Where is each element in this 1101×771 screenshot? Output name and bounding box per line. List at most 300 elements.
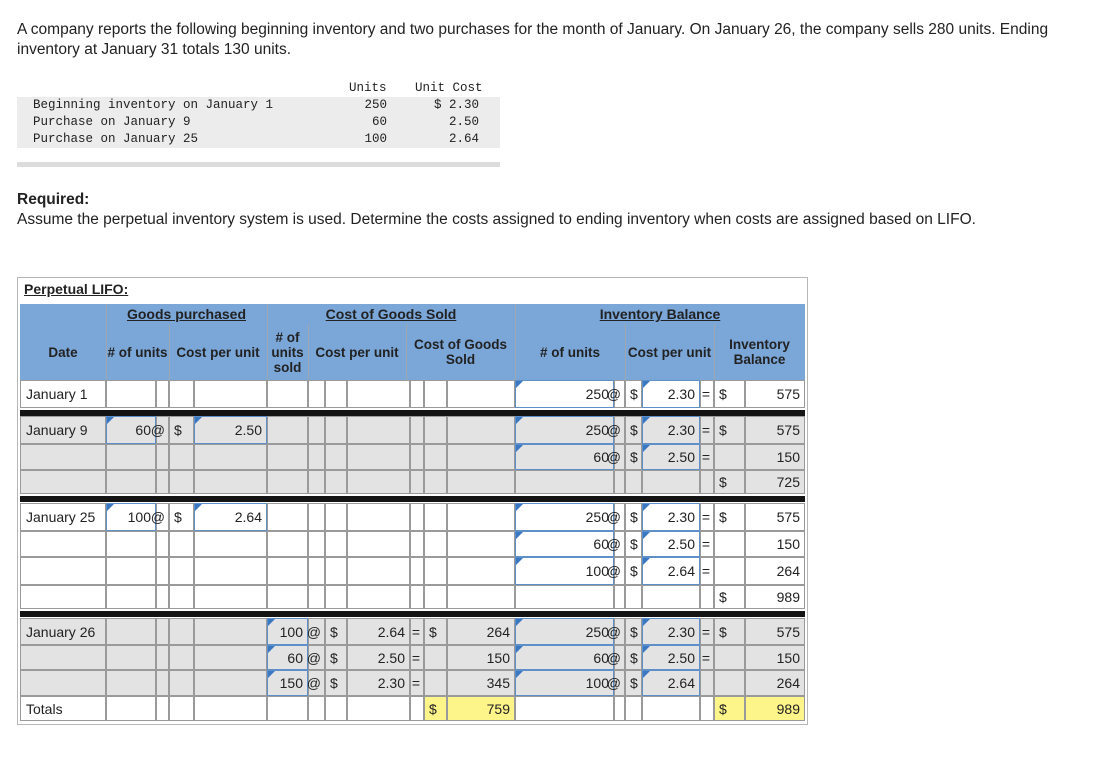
input-marker-icon (643, 504, 650, 511)
ib-units-input[interactable] (515, 670, 614, 696)
ib-total-input (745, 503, 805, 531)
gp-cost-input[interactable] (194, 503, 267, 531)
dollar-sign-value: $ (630, 649, 638, 666)
input-marker-icon (516, 381, 523, 388)
equals-sign (700, 618, 714, 645)
gp-units-input[interactable] (106, 503, 156, 531)
at-symbol-value: @ (606, 563, 621, 579)
table-cell (194, 444, 267, 470)
at-symbol (150, 416, 169, 444)
cs-cost-input (347, 645, 410, 670)
equals-sign (700, 503, 714, 531)
total-cogs-value: 759 (486, 700, 510, 717)
ib-cost-input[interactable] (642, 444, 700, 470)
ib-total-input-value: 575 (776, 422, 800, 438)
table-cell (424, 645, 447, 670)
input-marker-icon (268, 619, 275, 626)
table-cell (642, 470, 700, 494)
at-symbol (308, 618, 325, 645)
row-date (20, 557, 106, 585)
table-cell (625, 585, 642, 609)
table-cell (700, 670, 714, 696)
equals-sign-value: = (701, 649, 710, 666)
at-symbol-value: @ (306, 623, 321, 640)
table-cell (515, 696, 614, 721)
table-cell (447, 557, 515, 585)
ib-total-input (745, 670, 805, 696)
table-cell (156, 531, 169, 557)
equals-sign-value: = (701, 422, 710, 438)
table-cell (308, 470, 325, 494)
table-cell (267, 444, 308, 470)
cs-total-input (447, 618, 515, 645)
dollar-sign (625, 557, 642, 585)
cs-units-input[interactable] (267, 618, 308, 645)
equals-sign-value: = (411, 649, 420, 666)
at-symbol-value: @ (150, 509, 165, 525)
input-marker-icon (643, 532, 650, 539)
table-cell (106, 670, 156, 696)
table-cell (614, 470, 625, 494)
table-cell (447, 470, 515, 494)
table-cell (169, 531, 194, 557)
cs-total-input (447, 670, 515, 696)
problem-intro: A company reports the following beginning inventory and two purchases for the month of January. On January 26, the company sells 280 units. Ending inventory at January 31 totals 130 units. (17, 21, 1049, 58)
table-cell (194, 585, 267, 609)
input-marker-icon (643, 417, 650, 424)
cs-total-input (447, 645, 515, 670)
table-cell (424, 503, 447, 531)
table-cell (347, 470, 410, 494)
ib-total-input-value: 575 (776, 386, 800, 402)
ib-cost-input-value: 2.50 (667, 536, 695, 552)
at-symbol (606, 444, 625, 470)
table-cell (424, 670, 447, 696)
table-cell (156, 645, 169, 670)
table-cell (447, 416, 515, 444)
dollar-sign-value: $ (630, 449, 638, 465)
gp-units-input[interactable] (106, 416, 156, 444)
table-cell (156, 696, 169, 721)
table-cell (347, 557, 410, 585)
input-marker-icon (516, 445, 523, 452)
table-cell (714, 531, 745, 557)
table-cell (410, 503, 424, 531)
ib-units-input[interactable] (515, 618, 614, 645)
group-goods-purchased: Goods purchased (126, 306, 247, 322)
at-symbol (606, 557, 625, 585)
ib-units-input[interactable] (515, 380, 614, 408)
ib-total-input (745, 380, 805, 408)
table-cell (447, 503, 515, 531)
row-date: January 1 (20, 380, 106, 408)
table-cell (156, 470, 169, 494)
table-cell (308, 557, 325, 585)
required-label: Required: (17, 191, 90, 208)
gp-cost-input-value: 2.50 (234, 422, 262, 438)
table-cell (424, 444, 447, 470)
dollar-sign (714, 503, 745, 531)
at-symbol-value: @ (150, 422, 165, 438)
dollar-sign (169, 416, 194, 444)
ib-units-input[interactable] (515, 444, 614, 470)
table-cell (325, 416, 347, 444)
dollar-sign-value: $ (330, 649, 338, 666)
dollar-sign-value: $ (719, 589, 727, 605)
dollar-sign-value: $ (630, 623, 638, 640)
table-cell (194, 645, 267, 670)
equals-sign-value: = (411, 675, 420, 691)
table-cell (410, 416, 424, 444)
cs-cost-input-value: 2.64 (377, 623, 405, 640)
table-cell (424, 470, 447, 494)
table-cell (106, 531, 156, 557)
row-date (20, 585, 106, 609)
table-cell (410, 444, 424, 470)
table-cell (308, 696, 325, 721)
table-cell (194, 470, 267, 494)
table-cell (194, 670, 267, 696)
gp-units-input-value: 100 (127, 509, 151, 525)
ib-total-input-value: 150 (776, 536, 800, 552)
equals-sign (700, 416, 714, 444)
ib-units-input-value: 100 (585, 675, 609, 691)
table-cell (194, 557, 267, 585)
dollar-sign-value: $ (330, 623, 338, 640)
at-symbol-value: @ (606, 623, 621, 640)
row-date (20, 531, 106, 557)
ib-units-input-value: 250 (585, 509, 609, 525)
table-cell (106, 470, 156, 494)
table-cell (515, 585, 614, 609)
table-cell (347, 416, 410, 444)
ib-cost-input[interactable] (642, 503, 700, 531)
table-cell (156, 444, 169, 470)
table-cell (410, 696, 424, 721)
ib-total-input-value: 150 (776, 449, 800, 465)
dollar-sign (714, 380, 745, 408)
equals-sign-value: = (701, 509, 710, 525)
at-symbol (150, 503, 169, 531)
ib-subtotal (745, 470, 805, 494)
at-symbol (606, 645, 625, 670)
at-symbol (308, 670, 325, 696)
ib-cost-input[interactable] (642, 531, 700, 557)
table-cell (156, 670, 169, 696)
ib-cost-input[interactable] (642, 380, 700, 408)
at-symbol (606, 531, 625, 557)
table-cell (194, 380, 267, 408)
input-marker-icon (516, 619, 523, 626)
ib-units-input-value: 60 (593, 449, 609, 465)
dollar-sign-value: $ (630, 563, 638, 579)
cs-cost-input-value: 2.30 (377, 675, 405, 691)
ib-units-input-value: 250 (585, 422, 609, 438)
table-cell (410, 531, 424, 557)
group-inventory-balance: Inventory Balance (599, 306, 721, 322)
header-ib-total: Inventory Balance (729, 337, 790, 367)
dollar-sign (625, 531, 642, 557)
table-cell (325, 531, 347, 557)
table-cell (625, 696, 642, 721)
table-cell (410, 557, 424, 585)
ib-cost-input-value: 2.64 (667, 675, 695, 691)
input-marker-icon (643, 619, 650, 626)
dollar-sign-value: $ (630, 386, 638, 402)
row-date: January 26 (20, 618, 106, 645)
given-row-cost: 2.50 (448, 115, 479, 129)
equals-sign (410, 618, 424, 645)
table-cell (267, 503, 308, 531)
table-cell (642, 585, 700, 609)
equals-sign-value: = (701, 563, 710, 579)
table-cell (156, 380, 169, 408)
ib-units-input[interactable] (515, 531, 614, 557)
dollar-sign (714, 416, 745, 444)
cs-units-input-value: 100 (279, 623, 303, 640)
row-date (20, 645, 106, 670)
ib-total-input-value: 264 (776, 675, 800, 691)
table-cell (424, 380, 447, 408)
cs-cost-input (347, 618, 410, 645)
ib-cost-input-value: 2.30 (667, 509, 695, 525)
table-cell (267, 585, 308, 609)
dollar-sign-value: $ (174, 509, 182, 525)
at-symbol (606, 618, 625, 645)
table-cell (169, 696, 194, 721)
input-marker-icon (195, 417, 202, 424)
dollar-sign (325, 670, 347, 696)
given-row (17, 115, 500, 132)
dollar-sign-value: $ (429, 700, 437, 717)
table-cell (700, 470, 714, 494)
ib-units-input[interactable] (515, 503, 614, 531)
equals-sign-value: = (701, 386, 710, 402)
table-cell (194, 618, 267, 645)
equals-sign-value: = (701, 623, 710, 640)
row-date: January 9 (20, 416, 106, 444)
dollar-sign (625, 645, 642, 670)
table-cell (714, 557, 745, 585)
given-header-unit-cost: Unit Cost (415, 81, 483, 95)
table-cell (325, 444, 347, 470)
table-cell (700, 585, 714, 609)
ib-units-input[interactable] (515, 557, 614, 585)
ib-cost-input[interactable] (642, 557, 700, 585)
dollar-sign-value: $ (630, 422, 638, 438)
table-cell (642, 696, 700, 721)
table-cell (267, 531, 308, 557)
table-cell (347, 380, 410, 408)
dollar-sign (625, 444, 642, 470)
table-cell (424, 416, 447, 444)
dollar-sign (424, 696, 447, 721)
ib-subtotal-value: 725 (776, 474, 800, 490)
ib-total-input (745, 557, 805, 585)
table-cell (410, 380, 424, 408)
table-cell (447, 444, 515, 470)
table-cell (308, 503, 325, 531)
given-row-units: 60 (371, 115, 387, 129)
given-header-units: Units (349, 81, 387, 95)
ib-cost-input-value: 2.50 (667, 449, 695, 465)
ib-cost-input[interactable] (642, 416, 700, 444)
dollar-sign (424, 618, 447, 645)
ib-total-input (745, 416, 805, 444)
group-cost-of-goods-sold: Cost of Goods Sold (325, 306, 457, 322)
header-ib-units: # of units (540, 344, 600, 360)
dollar-sign-value: $ (630, 675, 638, 691)
table-cell (156, 618, 169, 645)
panel-title: Perpetual LIFO: (24, 281, 129, 297)
input-marker-icon (107, 417, 114, 424)
table-cell (308, 416, 325, 444)
header-cs-units: # of units sold (271, 329, 304, 375)
ib-cost-input-value: 2.50 (667, 649, 695, 666)
at-symbol-value: @ (306, 675, 321, 691)
table-cell (169, 585, 194, 609)
ib-units-input[interactable] (515, 416, 614, 444)
table-cell (106, 618, 156, 645)
equals-sign-value: = (701, 449, 710, 465)
dollar-sign-value: $ (719, 422, 727, 438)
at-symbol (606, 670, 625, 696)
ib-cost-input-value: 2.64 (667, 563, 695, 579)
table-cell (410, 585, 424, 609)
dollar-sign (625, 670, 642, 696)
dollar-sign (714, 696, 745, 721)
table-cell (515, 470, 614, 494)
input-marker-icon (516, 646, 523, 653)
cs-total-input-value: 150 (486, 649, 510, 666)
row-date: January 25 (20, 503, 106, 531)
at-symbol-value: @ (606, 449, 621, 465)
input-marker-icon (195, 504, 202, 511)
table-cell (156, 585, 169, 609)
equals-sign (410, 645, 424, 670)
row-date (20, 444, 106, 470)
equals-sign (700, 380, 714, 408)
table-cell (714, 645, 745, 670)
input-marker-icon (643, 558, 650, 565)
at-symbol-value: @ (306, 649, 321, 666)
table-cell (169, 670, 194, 696)
required-section (17, 190, 1087, 230)
table-cell (194, 696, 267, 721)
equals-sign (700, 444, 714, 470)
dollar-sign (625, 503, 642, 531)
ib-units-input-value: 250 (585, 623, 609, 640)
cs-total-input-value: 345 (486, 675, 510, 691)
ib-units-input[interactable] (515, 645, 614, 670)
required-text: Assume the perpetual inventory system is used. Determine the costs assigned to ending inventory when costs are assigned based on LIFO. (17, 211, 976, 228)
given-row-cost: 2.64 (448, 132, 479, 146)
table-cell (347, 585, 410, 609)
dollar-sign (714, 618, 745, 645)
cs-units-input[interactable] (267, 670, 308, 696)
dollar-sign-value: $ (719, 386, 727, 402)
input-marker-icon (107, 504, 114, 511)
given-row-cost: $ 2.30 (433, 98, 479, 112)
given-row-units: 250 (364, 98, 387, 112)
dollar-sign-value: $ (330, 675, 338, 691)
given-row (17, 132, 500, 149)
table-cell (308, 380, 325, 408)
ib-cost-input[interactable] (642, 670, 700, 696)
input-marker-icon (268, 671, 275, 678)
input-marker-icon (643, 445, 650, 452)
table-cell (714, 670, 745, 696)
cs-units-input-value: 60 (287, 649, 303, 666)
ib-units-input-value: 250 (585, 386, 609, 402)
table-cell (308, 531, 325, 557)
table-cell (424, 531, 447, 557)
table-cell (325, 696, 347, 721)
table-cell (447, 531, 515, 557)
table-cell (347, 696, 410, 721)
table-cell (714, 444, 745, 470)
table-cell (267, 380, 308, 408)
table-cell (347, 503, 410, 531)
ib-total-input (745, 618, 805, 645)
dollar-sign-value: $ (630, 536, 638, 552)
row-date (20, 670, 106, 696)
table-cell (267, 416, 308, 444)
table-cell (169, 380, 194, 408)
table-cell (625, 470, 642, 494)
table-cell (325, 585, 347, 609)
table-cell (614, 585, 625, 609)
ib-cost-input-value: 2.30 (667, 386, 695, 402)
table-cell (700, 696, 714, 721)
total-inventory-balance (745, 696, 805, 721)
equals-sign (700, 531, 714, 557)
total-inventory-balance-value: 989 (776, 700, 800, 717)
cs-units-input[interactable] (267, 645, 308, 670)
table-cell (106, 380, 156, 408)
dollar-sign (169, 503, 194, 531)
at-symbol-value: @ (606, 386, 621, 402)
at-symbol (606, 380, 625, 408)
table-cell (267, 557, 308, 585)
header-date: Date (48, 344, 78, 360)
ib-units-input-value: 100 (585, 563, 609, 579)
dollar-sign-value: $ (630, 509, 638, 525)
gp-cost-input[interactable] (194, 416, 267, 444)
ib-cost-input[interactable] (642, 645, 700, 670)
at-symbol-value: @ (606, 422, 621, 438)
dollar-sign (625, 618, 642, 645)
at-symbol-value: @ (606, 675, 621, 691)
ib-total-input (745, 444, 805, 470)
ib-units-input-value: 60 (593, 536, 609, 552)
input-marker-icon (643, 646, 650, 653)
given-data-table (17, 80, 500, 167)
table-cell (325, 557, 347, 585)
ib-cost-input[interactable] (642, 618, 700, 645)
equals-sign (700, 557, 714, 585)
dollar-sign-value: $ (174, 422, 182, 438)
gp-units-input-value: 60 (135, 422, 151, 438)
ib-total-input (745, 645, 805, 670)
cs-cost-input (347, 670, 410, 696)
equals-sign (700, 645, 714, 670)
table-cell (424, 585, 447, 609)
equals-sign-value: = (411, 623, 420, 640)
ib-units-input-value: 60 (593, 649, 609, 666)
dollar-sign (325, 618, 347, 645)
input-marker-icon (268, 646, 275, 653)
